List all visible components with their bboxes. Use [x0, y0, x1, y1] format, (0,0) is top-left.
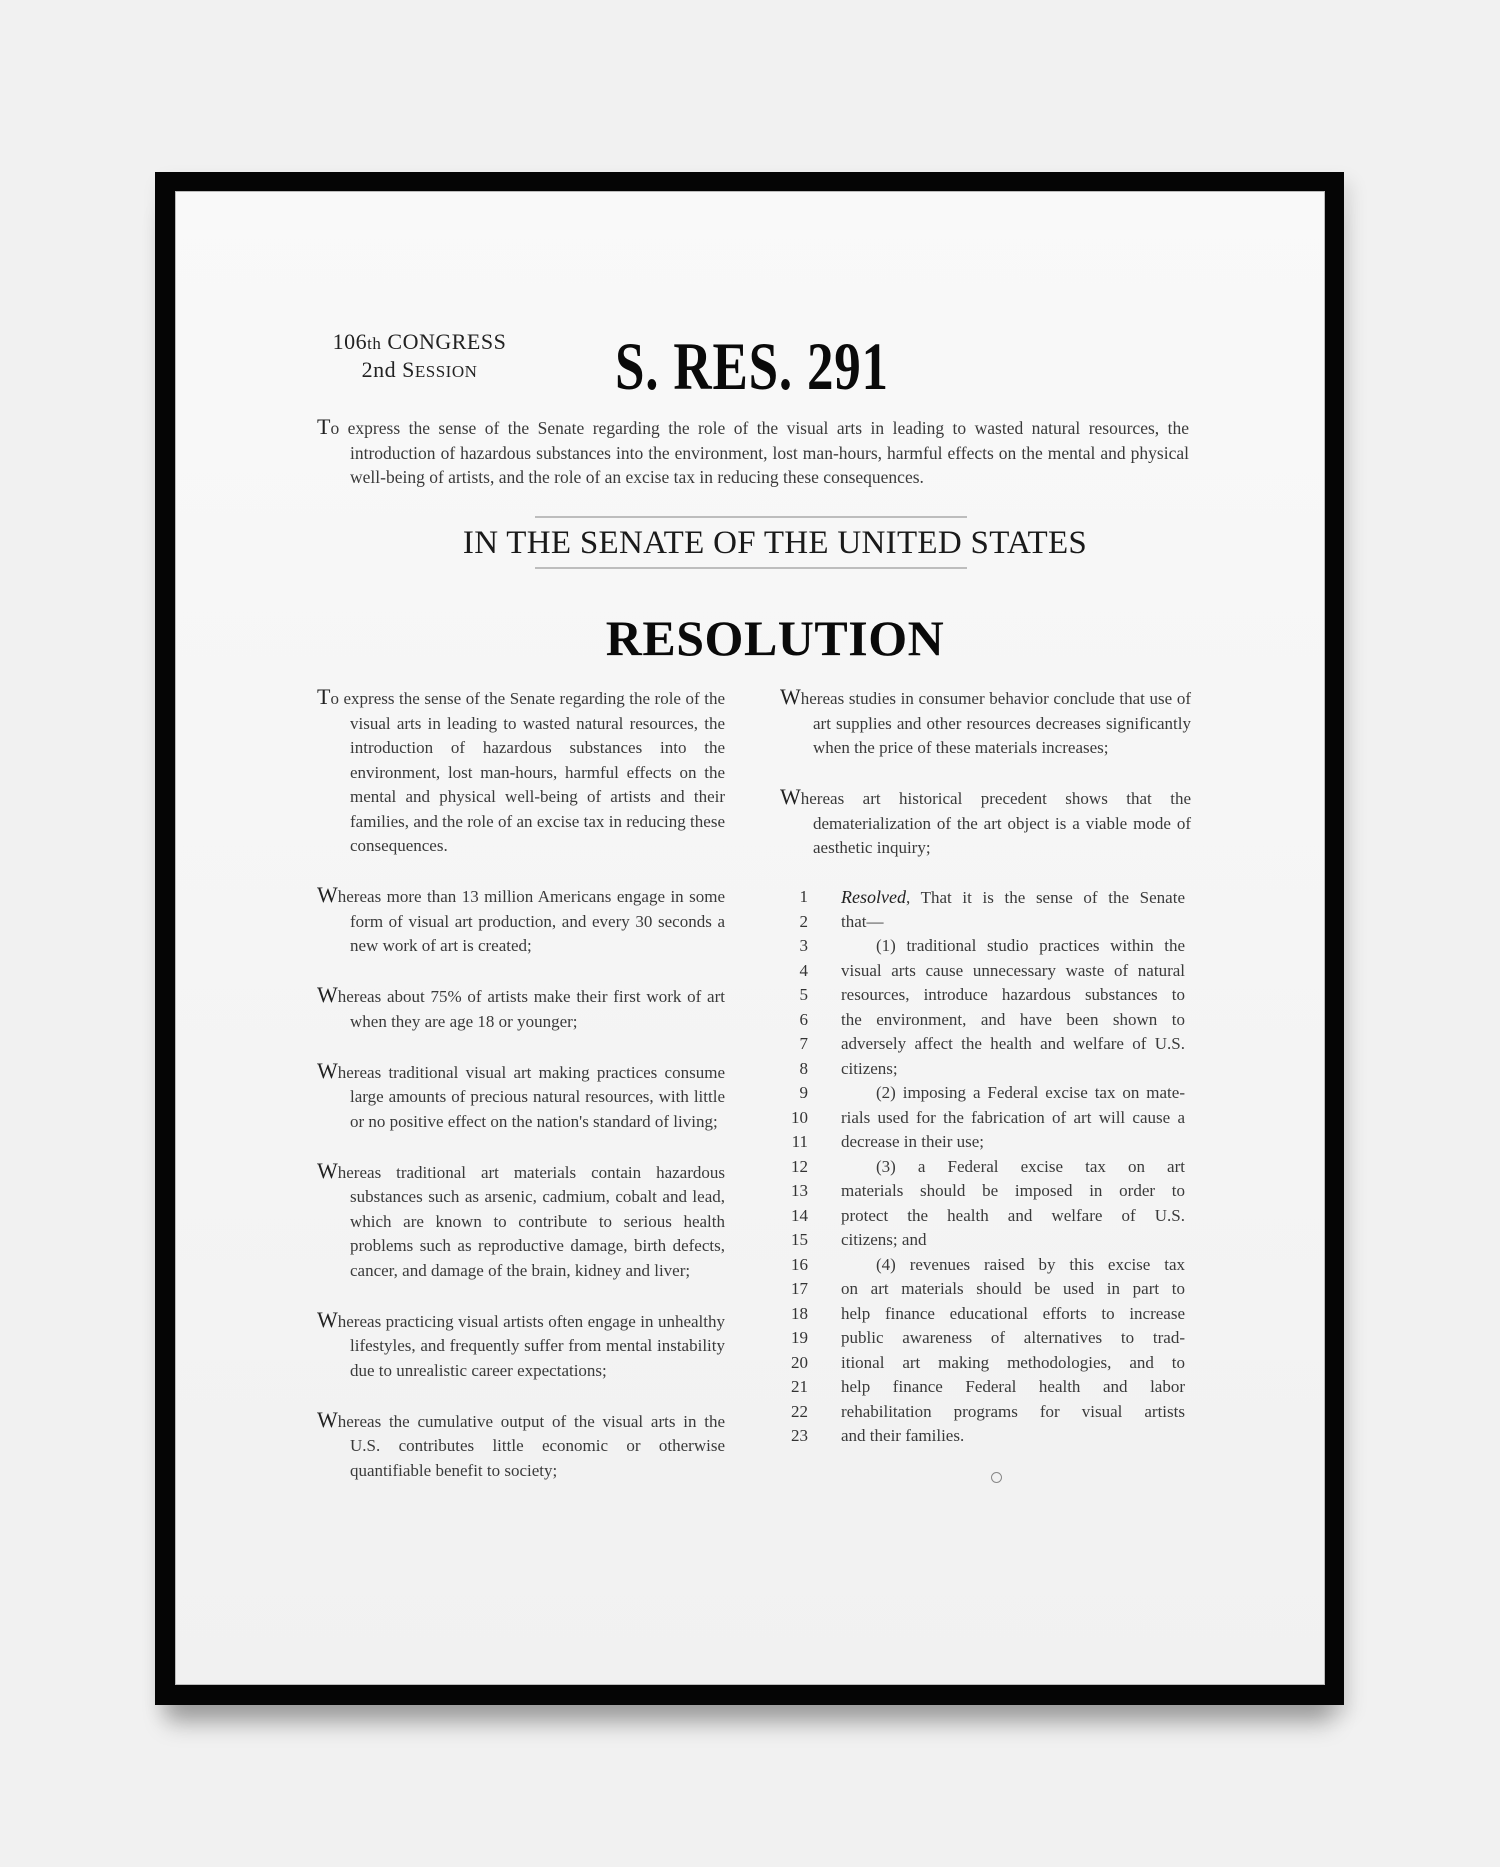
numbered-line — [780, 1375, 1191, 1400]
line-text: adversely affect the health and welfare of U.S. — [841, 1034, 1185, 1053]
numbered-line — [780, 1277, 1191, 1302]
line-number: 12 — [791, 1156, 808, 1176]
numbered-line — [780, 1008, 1191, 1033]
line-text: help finance Federal health and labor — [841, 1377, 1185, 1396]
numbered-line — [780, 1032, 1191, 1057]
congress-suffix: th — [367, 334, 382, 353]
numbered-line — [780, 959, 1191, 984]
paragraph-text: hereas studies in consumer behavior conclude that use of art supplies and other resources decreases significantly when the price of these materials increases; — [800, 689, 1191, 757]
line-number: 15 — [791, 1230, 808, 1249]
drop-cap: W — [780, 684, 801, 709]
line-text: citizens; and — [841, 1230, 927, 1249]
whereas-clause — [317, 883, 725, 959]
numbered-line — [780, 1424, 1191, 1449]
divider-bottom — [535, 567, 967, 569]
whereas-clause — [317, 1408, 725, 1484]
line-text: (3) a Federal excise tax on art — [876, 1156, 1185, 1176]
line-text: (1) traditional studio practices within the — [876, 936, 1185, 955]
drop-cap: T — [317, 414, 331, 439]
numbered-line — [780, 885, 1191, 910]
drop-cap: W — [317, 1057, 338, 1083]
line-number: 18 — [791, 1303, 808, 1323]
line-text: on art materials should be used in part to — [841, 1279, 1185, 1298]
session-number: 2nd — [361, 357, 397, 382]
bill-number: S. RES. 291 — [615, 328, 889, 404]
numbered-line — [780, 1204, 1191, 1229]
line-text: help finance educational efforts to increase — [841, 1303, 1185, 1323]
line-number: 11 — [791, 1132, 808, 1151]
numbered-line — [780, 1326, 1191, 1351]
paragraph-text: hereas traditional visual art making practices consume large amounts of precious natural resources, with little or no positive effect on the nation's standard of living; — [337, 1062, 725, 1131]
line-number: 14 — [791, 1205, 808, 1225]
drop-cap: W — [317, 1157, 338, 1183]
numbered-line — [780, 1155, 1191, 1180]
drop-cap: W — [780, 784, 801, 809]
line-number: 13 — [791, 1181, 808, 1200]
numbered-line — [780, 983, 1191, 1008]
numbered-line — [780, 1302, 1191, 1327]
line-number: 1 — [799, 887, 808, 906]
drop-cap: W — [317, 1306, 338, 1332]
line-number: 3 — [799, 936, 808, 955]
whereas-clause — [780, 685, 1191, 761]
resolved-section — [780, 885, 1191, 1449]
congress-label — [317, 329, 522, 357]
line-number: 16 — [791, 1254, 808, 1274]
resolution-title — [317, 415, 1189, 490]
drop-cap: W — [317, 1406, 338, 1432]
congress-session-block — [317, 329, 522, 385]
numbered-line — [780, 1081, 1191, 1106]
numbered-line — [780, 1179, 1191, 1204]
preamble-paragraph — [317, 685, 725, 859]
line-text — [841, 885, 1185, 910]
left-column — [317, 685, 725, 1508]
line-number: 4 — [799, 960, 808, 980]
session-initial: S — [402, 357, 415, 382]
paragraph-text: hereas practicing visual artists often engage in unhealthy lifestyles, and frequently suffer from mental instability due to unrealistic career expectations; — [337, 1311, 725, 1380]
paragraph-text: hereas art historical precedent shows that the dematerialization of the art object is a viable mode of aesthetic inquiry; — [800, 789, 1191, 857]
numbered-line — [780, 1106, 1191, 1131]
paragraph-text: o express the sense of the Senate regarding the role of the visual arts in leading to wasted natural resources, the introduction of hazardous substances into the environment, lost man-hours, harmful effects on the mental and physical well-being of artists and their families, and the role of an excise tax in reducing these consequences. — [330, 689, 725, 855]
document-type-heading: RESOLUTION — [605, 610, 945, 666]
line-text: the environment, and have been shown to — [841, 1009, 1185, 1029]
right-column — [780, 685, 1191, 1449]
line-number: 9 — [799, 1083, 808, 1102]
resolved-text: , That it is the sense of the Senate — [905, 888, 1185, 907]
line-text: (2) imposing a Federal excise tax on mate- — [876, 1083, 1185, 1102]
line-number: 10 — [791, 1107, 808, 1127]
paragraph-text: hereas traditional art materials contain hazardous substances such as arsenic, cadmium, cobalt and lead, which are known to contribute to serious health problems such as reproductive damage, birth defects, cancer, and damage of the brain, kidney and liver; — [337, 1162, 725, 1280]
line-text: rehabilitation programs for visual artists — [841, 1401, 1185, 1421]
numbered-line — [780, 1130, 1191, 1155]
line-text: protect the health and welfare of U.S. — [841, 1205, 1185, 1225]
chamber-heading: IN THE SENATE OF THE UNITED STATES — [462, 525, 1088, 561]
numbered-line — [780, 1057, 1191, 1082]
line-text: resources, introduce hazardous substances to — [841, 985, 1185, 1004]
document-page — [175, 191, 1325, 1685]
session-rest: ESSION — [414, 362, 478, 381]
line-number: 19 — [791, 1328, 808, 1347]
line-text: materials should be imposed in order to — [841, 1181, 1185, 1200]
numbered-line — [780, 1351, 1191, 1376]
line-number: 21 — [791, 1377, 808, 1396]
whereas-clause — [317, 1308, 725, 1384]
paragraph-text: hereas more than 13 million Americans engage in some form of visual art production, and every 30 seconds a new work of art is created; — [337, 887, 725, 955]
line-text: that— — [841, 911, 884, 931]
picture-frame — [155, 172, 1344, 1705]
numbered-line — [780, 1228, 1191, 1253]
drop-cap: T — [317, 684, 331, 709]
end-mark-circle-icon — [991, 1472, 1002, 1483]
numbered-line — [780, 910, 1191, 935]
line-number: 23 — [791, 1426, 808, 1445]
line-number: 17 — [791, 1279, 808, 1298]
numbered-line — [780, 1400, 1191, 1425]
whereas-clause — [780, 785, 1191, 861]
numbered-line — [780, 934, 1191, 959]
line-text: itional art making methodologies, and to — [841, 1352, 1185, 1372]
divider-top — [535, 516, 967, 518]
whereas-clause — [317, 1159, 725, 1284]
title-text: o express the sense of the Senate regarding the role of the visual arts in leading to wasted natural resources, the introduction of hazardous substances into the environment, lost man-hours, harmful effects on the mental and physical well-being of artists, and the role of an excise tax in reducing these consequences. — [330, 418, 1189, 487]
line-number: 2 — [799, 911, 808, 931]
drop-cap: W — [317, 882, 338, 907]
line-text: public awareness of alternatives to trad- — [841, 1328, 1185, 1347]
line-number: 22 — [791, 1401, 808, 1421]
line-text: visual arts cause unnecessary waste of natural — [841, 960, 1185, 980]
line-number: 5 — [799, 985, 808, 1004]
drop-cap: W — [317, 982, 338, 1007]
congress-word: CONGRESS — [387, 329, 507, 354]
paragraph-text: hereas about 75% of artists make their first work of art when they are age 18 or younger; — [337, 987, 725, 1031]
line-number: 6 — [799, 1009, 808, 1029]
congress-number: 106 — [332, 329, 368, 354]
line-text: citizens; — [841, 1058, 898, 1078]
numbered-line — [780, 1253, 1191, 1278]
session-label — [317, 357, 522, 385]
line-text: decrease in their use; — [841, 1132, 985, 1151]
line-number: 8 — [799, 1058, 808, 1078]
resolved-keyword: Resolved — [841, 887, 906, 907]
whereas-clause — [317, 1059, 725, 1135]
line-number: 7 — [799, 1034, 808, 1053]
line-text: rials used for the fabrication of art will cause a — [841, 1107, 1185, 1127]
line-text: and their families. — [841, 1426, 965, 1445]
paragraph-text: hereas the cumulative output of the visual arts in the U.S. contributes little economic or otherwise quantifiable benefit to society; — [337, 1411, 725, 1480]
whereas-clause — [317, 983, 725, 1034]
line-text: (4) revenues raised by this excise tax — [876, 1254, 1185, 1274]
line-number: 20 — [791, 1352, 808, 1372]
